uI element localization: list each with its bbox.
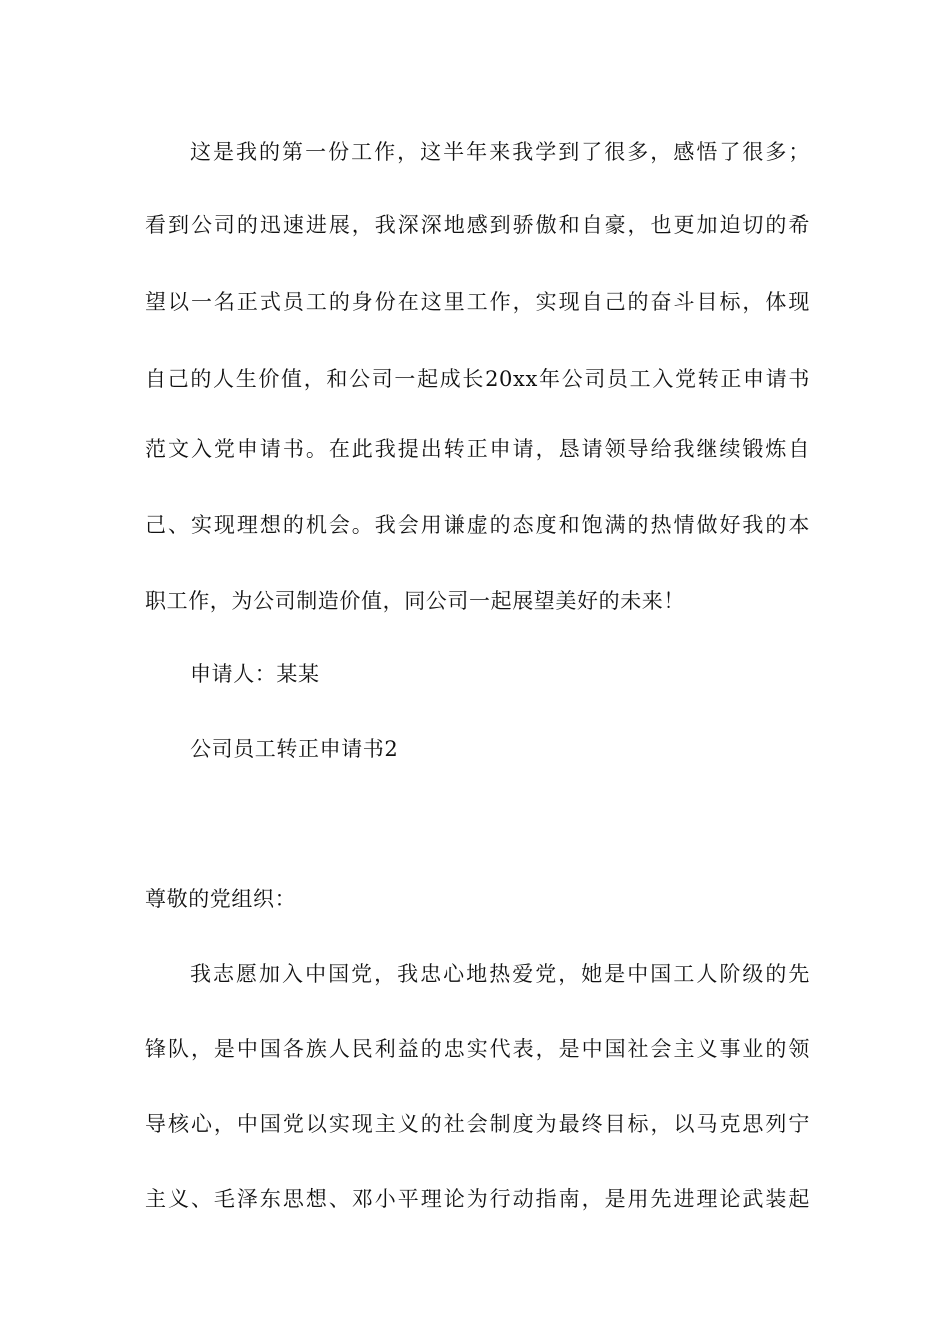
- paragraph-line: 看到公司的迅速进展，我深深地感到骄傲和自豪，也更加迫切的希: [145, 213, 810, 237]
- paragraph-line: 职工作，为公司制造价值，同公司一起展望美好的未来！: [145, 589, 685, 613]
- paragraph-line: 自己的人生价值，和公司一起成长20xx年公司员工入党转正申请书: [145, 367, 810, 391]
- paragraph-line: 导核心，中国党以实现主义的社会制度为最终目标，以马克思列宁: [145, 1112, 810, 1136]
- section-title: 公司员工转正申请书2: [190, 737, 399, 761]
- paragraph-line: 己、实现理想的机会。我会用谦虚的态度和饱满的热情做好我的本: [145, 513, 810, 537]
- paragraph-line: 望以一名正式员工的身份在这里工作，实现自己的奋斗目标，体现: [145, 290, 810, 314]
- paragraph-line: 我志愿加入中国党，我忠心地热爱党，她是中国工人阶级的先: [190, 962, 810, 986]
- paragraph-line: 这是我的第一份工作，这半年来我学到了很多，感悟了很多；: [190, 140, 810, 164]
- paragraph-line: 锋队，是中国各族人民利益的忠实代表，是中国社会主义事业的领: [145, 1037, 810, 1061]
- paragraph-line: 主义、毛泽东思想、邓小平理论为行动指南，是用先进理论武装起: [145, 1187, 810, 1211]
- applicant-signature: 申请人：某某: [190, 662, 320, 686]
- paragraph-line: 范文入党申请书。在此我提出转正申请，恳请领导给我继续锻炼自: [145, 437, 810, 461]
- salutation: 尊敬的党组织：: [145, 887, 297, 911]
